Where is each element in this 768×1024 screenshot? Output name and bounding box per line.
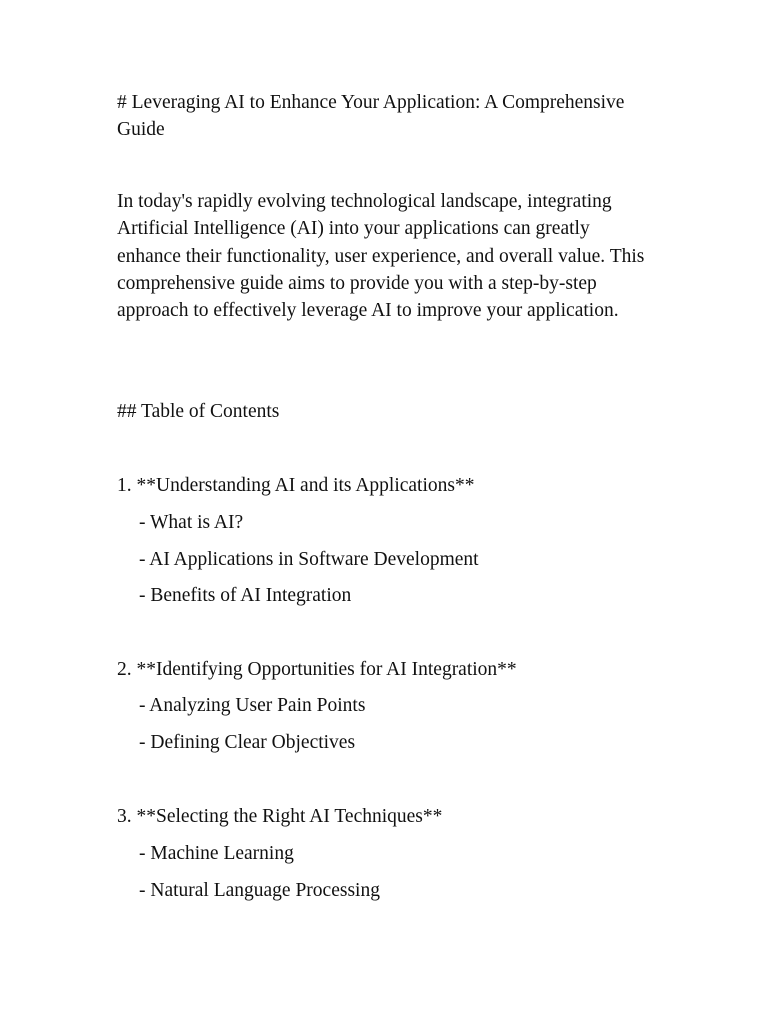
intro-paragraph: In today's rapidly evolving technological landscape, integrating Artificial Intelligence (AI) into your applications can greatly enhance their functionality, user experience, and overall value. This comprehensive guide aims to provide you with a step-by-step approach to effectively leverage AI to improve your application. — [117, 191, 645, 322]
toc-subitem: - Machine Learning — [139, 843, 294, 864]
toc-section-2: 2. **Identifying Opportunities for AI Integration** — [117, 659, 517, 680]
toc-section-3: 3. **Selecting the Right AI Techniques** — [117, 806, 443, 827]
toc-subitem: - Natural Language Processing — [139, 880, 380, 901]
toc-subitem: - Benefits of AI Integration — [139, 585, 352, 606]
toc-subitem: - What is AI? — [139, 512, 244, 533]
toc-subitem: - AI Applications in Software Development — [139, 549, 479, 570]
document-title: # Leveraging AI to Enhance Your Application: A Comprehensive Guide — [117, 92, 625, 140]
toc-section-1: 1. **Understanding AI and its Applications** — [117, 475, 475, 496]
toc-subitem: - Analyzing User Pain Points — [139, 695, 366, 716]
toc-subitem: - Defining Clear Objectives — [139, 732, 356, 753]
toc-heading: ## Table of Contents — [117, 401, 280, 422]
